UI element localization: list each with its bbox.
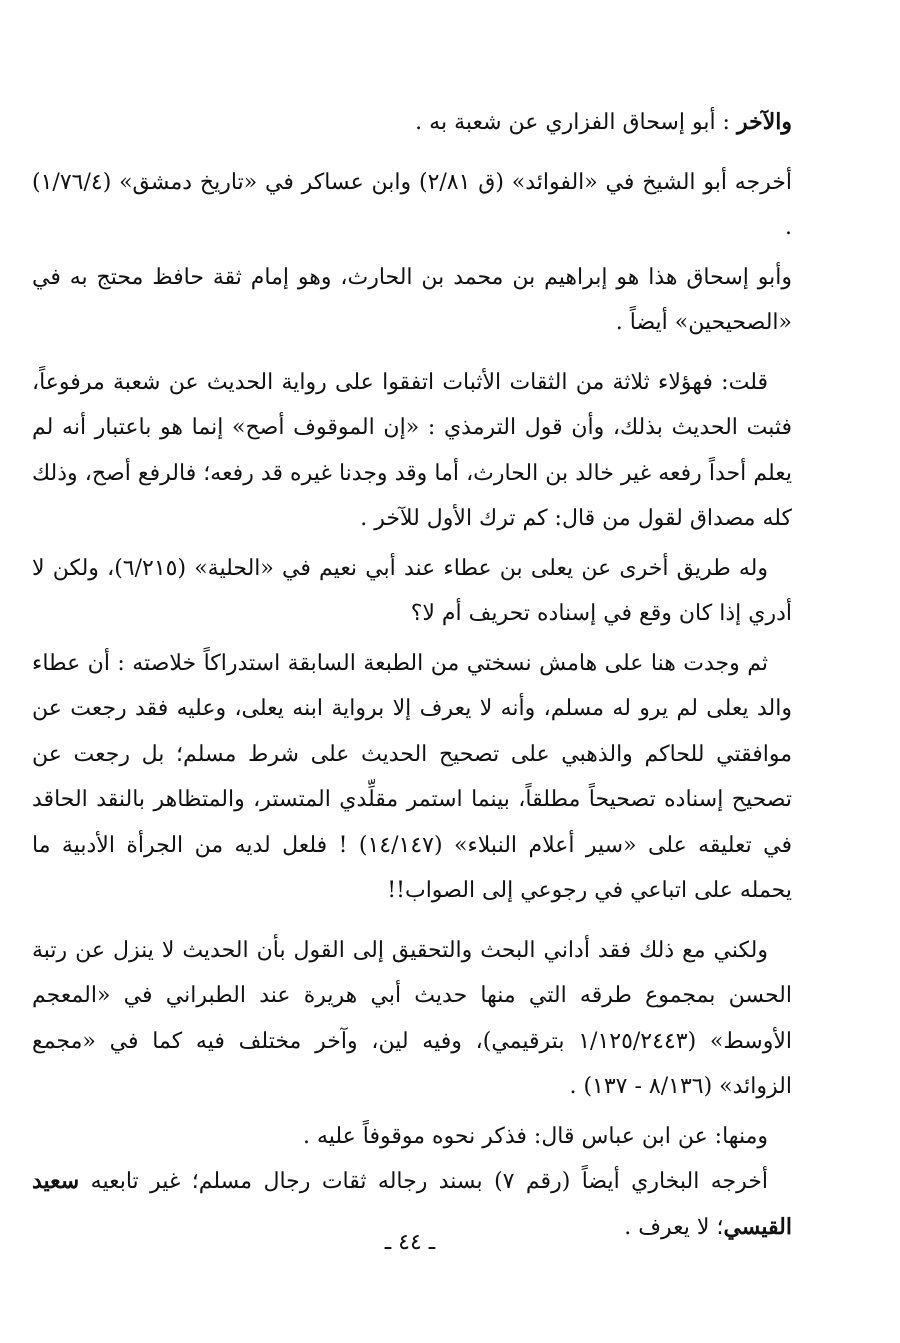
paragraph-6: ثم وجدت هنا على هامش نسختي من الطبعة السابقة استدراكاً خلاصته : أن عطاء والد يعلى لم يرو له مسلم، وأنه لا يعرف إلا برواية ابنه يعلى، وعليه فقد رجعت عن موافقتي للحاكم والذهبي على تصحيح الحديث على شرط مسلم؛ بل رجعت عن تصحيح إسناده تصحيحاً مطلقاً، بينما استمر مقلِّدي المتستر، والمتظاهر بالنقد الحاقد في تعليقه على «سير أعلام النبلاء» (١٤/١٤٧) ! فلعل لديه من الجرأة الأدبية ما يحمله على اتباعي في رجوعي إلى الصواب!!	[32, 650, 792, 903]
paragraph-3: وأبو إسحاق هذا هو إبراهيم بن محمد بن الحارث، وهو إمام ثقة حافظ محتج به في «الصحيحين» أيضاً .	[32, 264, 792, 335]
bold-term: والآخر	[736, 109, 792, 135]
page-number: ـ ٤٤ ـ	[384, 1230, 436, 1255]
paragraph-2: أخرجه أبو الشيخ في «الفوائد» (ق ٢/٨١) وابن عساكر في «تاريخ دمشق» (١/٧٦/٤) .	[32, 169, 793, 240]
paragraph-4: قلت: فهؤلاء ثلاثة من الثقات الأثبات اتفقوا على رواية الحديث عن شعبة مرفوعاً، فثبت الحديث بذلك، وأن قول الترمذي : «إن الموقوف أصح» إنما هو باعتبار أنه لم يعلم أحداً رفعه غير خالد بن الحارث، أما وقد وجدنا غيره قد رفعه؛ فالرفع أصح، وذلك كله مصداق لقول من قال: كم ترك الأول للآخر .	[32, 369, 792, 531]
paragraph-text: : أبو إسحاق الفزاري عن شعبة به .	[415, 110, 737, 135]
paragraph-7: ولكني مع ذلك فقد أداني البحث والتحقيق إلى القول بأن الحديث لا ينزل عن رتبة الحسن بمجموع طرقه التي منها حديث أبي هريرة عند الطبراني في «المعجم الأوسط» (١/١٢٥/٢٤٤٣ بترقيمي)، وفيه لين، وآخر مختلف فيه كما في «مجمع الزوائد» (٨/١٣٦ - ١٣٧) .	[32, 937, 792, 1099]
paragraph-8: ومنها: عن ابن عباس قال: فذكر نحوه موقوفاً عليه .	[302, 1123, 768, 1149]
paragraph-text: ؛ لا يعرف .	[624, 1214, 724, 1240]
paragraph-5: وله طريق أخرى عن يعلى بن عطاء عند أبي نعيم في «الحلية» (٦/٢١٥)، ولكن لا أدري إذا كان وقع في إسناده تحريف أم لا؟	[32, 555, 792, 626]
page-body	[32, 100, 792, 1250]
paragraph-1	[32, 100, 792, 146]
paragraph-text: أخرجه البخاري أيضاً (رقم ٧) بسند رجاله ثقات رجال مسلم؛ غير تابعيه	[79, 1169, 768, 1194]
bold-name: سعيد القيسي	[32, 1168, 792, 1240]
